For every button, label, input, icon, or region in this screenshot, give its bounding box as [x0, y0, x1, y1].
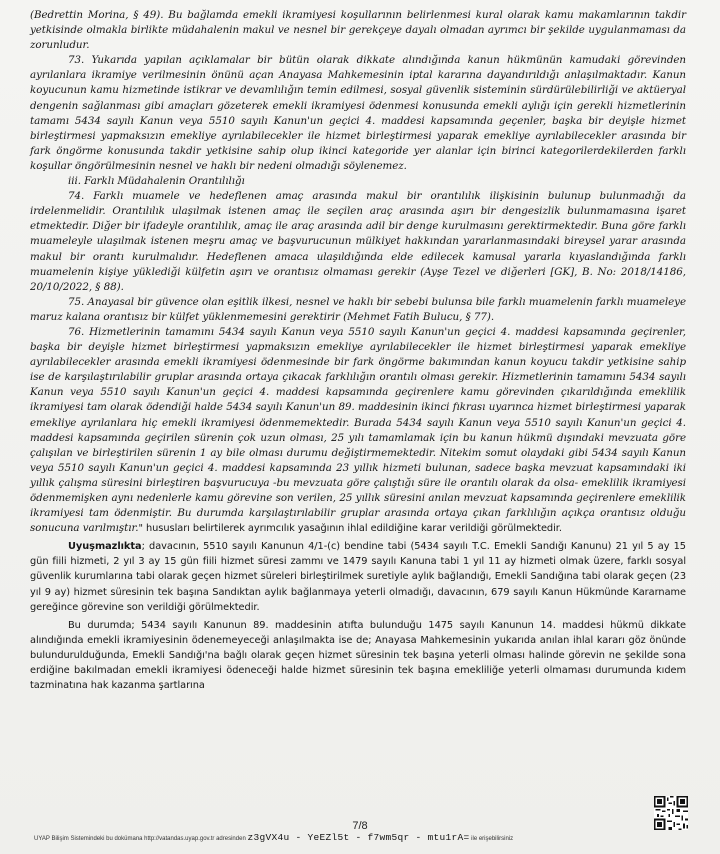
- closing-quote: ": [138, 523, 143, 535]
- dispute-lead: Uyuşmazlıkta: [68, 541, 142, 553]
- paragraph-73: 73. Yukarıda yapılan açıklamalar bir bütün olarak dikkate alındığında kanun hükmünün kamudaki görevinden ayrılanlara ikramiye verilmesinin önünü açan Anayasa Mahkemesinin iptal kararına dayandırıldığı anlaşılmaktadır. Kanun koyucunun kamu hizmetinde istikrar ve devamlılığın temin edilmesi, sosyal güvenlik sisteminin sürdürülebilirliği ve aktüeryal dengenin sağlanması gibi amaçları gözeterek emekli ikramiyesi ödenmesi konusunda emekli aylığı için gerekli hizmetlerinin tamamı 5434 sayılı Kanun veya 5510 sayılı Kanun'un geçici 4. maddesi kapsamında geçenler, başka bir deyişle hizmet birleştirmesi yapmaksızın emekliye ayrılabilecekler ile hizmet birleştirmesi yaparak emekliye ayrılabilecekler arasında bir fark öngörme konusunda takdir yetkisine sahip olup ikinci kategoride yer alanlar için birinci kategorilerdekilerden farklı koşullar öngörülmesinin nesnel ve haklı bir nedeni olmadığı söylenemez.: [30, 54, 686, 172]
- verification-code: z3gVX4u - YeEZl5t - f7wm5qr - mtu1rA=: [247, 832, 470, 843]
- uyap-footer: [34, 832, 674, 843]
- qr-code-icon: [654, 796, 688, 830]
- paragraph-74: 74. Farklı muamele ve hedeflenen amaç arasında makul bir orantılılık ilişkisinin bulunup bulunmadığı da irdelenmelidir. Orantılılık ulaşılmak istenen amaç ile seçilen araç arasında aşırı bir dengesizlik bulunmamasına işaret etmektedir. Diğer bir ifadeyle orantılılık, amaç ile araç arasında adil bir denge kurulmasını gerektirmektedir. Buna göre farklı muameleyle ulaşılmak istenen meşru amaç ve başvurucunun mülkiyet hakkından yararlanmasındaki bireysel yarar arasında makul bir orantı kurulmalıdır. Hedeflenen amaca ulaşıldığında elde edilecek kamusal yararla kıyaslandığında farklı muamelenin kişiye yüklediği külfetin aşırı ve orantısız olmaması gerekir (Ayşe Tezel ve diğerleri [GK], B. No: 2018/14186, 20/10/2022, § 88).: [30, 190, 686, 293]
- section-heading: iii. Farklı Müdahalenin Orantılılığı: [68, 175, 245, 188]
- dispute-text: ; davacının, 5510 sayılı Kanunun 4/1-(c) bendine tabi (5434 sayılı T.C. Emekli Sandığı Kanunu) 21 yıl 5 ay 15 gün fiili hizmeti, 2 yıl 3 ay 15 gün fiili hizmet süresi zammı ve 1479 sayılı Kanuna tabi 1 yıl 11 ay hizmeti olmak üzere, farklı sosyal güvenlik kurumlarına tabi olarak geçen hizmet süreleri birleştirilmek suretiyle aylık bağlandığı, Emekli Sandığına tabi olarak geçen (23 yıl 9 ay) hizmet süresinin tek başına Sandıktan aylık bağlanmaya yeterli olmadığı, davacının, 679 sayılı Kanun Hükmünde Kararname gereğince görevine son verildiği görülmektedir.: [30, 541, 686, 613]
- paragraph-76-quote: 76. Hizmetlerinin tamamını 5434 sayılı Kanun veya 5510 sayılı Kanun'un geçici 4. maddesi kapsamında geçirenler, başka bir deyişle hizmet birleştirmesi yapmaksızın emekliye ayrılabilecekler ile hizmet birleştirmesi yaparak emekliye ayrılabilecekler arasında emekli ikramiyesi ödenmesinde bir fark öngörme bakımından kanun koyucu takdir yetkisine sahip ise de karşılaştırılabilir gruplar arasında ortaya çıkacak farklılığın orantılı olması gerekir. Hizmetlerinin tamamını 5434 sayılı Kanun veya 5510 sayılı Kanun'un geçici 4. maddesi kapsamında geçirenlere kamu görevinden çıkarıldığında emeklilik ikramiyesi tam olarak ödendiği halde 5434 sayılı Kanun'un 89. maddesinin ikinci fıkrası uyarınca hizmet birleştirmesi yaparak emekliye ayrılanlara hiç emekli ikramiyesi ödenmemektedir. Burada 5434 sayılı Kanun veya 5510 sayılı Kanun'un geçici 4. maddesi kapsamında geçirilen sürenin çok uzun olması, 25 yılı tamamlamak için bu kanun hükmü dışındaki mevzuata göre çalışılan ve birleştirilen sürenin 1 ay bile olması durumu değiştirmemektedir. Nitekim somut olaydaki gibi 5434 sayılı Kanun veya 5510 sayılı Kanun'un geçici 4. maddesi kapsamında 23 yıllık hizmeti bulunan, sadece başka mevzuat kapsamındaki iki yıllık çalışma süresini birleştiren başvurucuya -bu mevzuata göre çalıştığı süre ile orantılı olarak da olsa- emeklilik ikramiyesi ödenmemişken aynı nedenlerle kamu görevine son verilen, 25 yıllık süresini anılan mevzuat kapsamında geçirenlere emeklilik ikramiyesi tam ödenmiştir. Bu durumda karşılaştırılabilir gruplar arasında ortaya çıkan farklılığın açıkça orantısız olduğu sonucuna varılmıştır.: [30, 325, 686, 535]
- paragraph-76-tail: hususları belirtilerek ayrımcılık yasağının ihlal edildiğine karar verildiği görülmektedir.: [142, 523, 562, 535]
- footer-prefix: UYAP Bilişim Sistemindeki bu dokümana http://vatandas.uyap.gov.tr adresinden: [34, 836, 246, 842]
- paragraph-continuation: (Bedrettin Morina, § 49). Bu bağlamda emekli ikramiyesi koşullarının belirlenmesi kural olarak kamu makamlarının takdir yetkisinde olmakla birlikte müdahalenin makul ve nesnel bir gerekçeye dayalı olmadan ayrımcı bir şekilde uygulanmaması da zorunludur.: [30, 9, 686, 52]
- document-body: [30, 8, 686, 693]
- paragraph-dispute: [30, 539, 686, 614]
- paragraph-conclusion: Bu durumda; 5434 sayılı Kanunun 89. maddesinin atıfta bulunduğu 1475 sayılı Kanunun 14. maddesi hükmü dikkate alındığında emekli ikramiyesinin ödenemeyeceği anlaşılmakta ise de; Anayasa Mahkemesinin yukarıda anılan ihlal kararı göz önünde bulundurulduğunda, Emekli Sandığı'na bağlı olarak geçen hizmet süresinin tek başına yeterli olması halinde görevin ne şekilde sona erdiğine bakılmadan emekli ikramiyesi ödeneceği halde hizmet süresinin tek başına emekliliğe yeterli olmaması durumunda kıdem tazminatına hak kazanma şartlarına: [30, 619, 686, 692]
- paragraph-76: [30, 325, 686, 536]
- footer-suffix: ile erişebilirsiniz: [471, 836, 514, 842]
- page-number: 7/8: [352, 820, 368, 832]
- paragraph-75: 75. Anayasal bir güvence olan eşitlik ilkesi, nesnel ve haklı bir sebebi bulunsa bile farklı muamelenin farklı muameleye maruz kalana orantısız bir külfet yüklenmemesini gerektirir (Mehmet Fatih Bulucu, § 77).: [30, 295, 686, 323]
